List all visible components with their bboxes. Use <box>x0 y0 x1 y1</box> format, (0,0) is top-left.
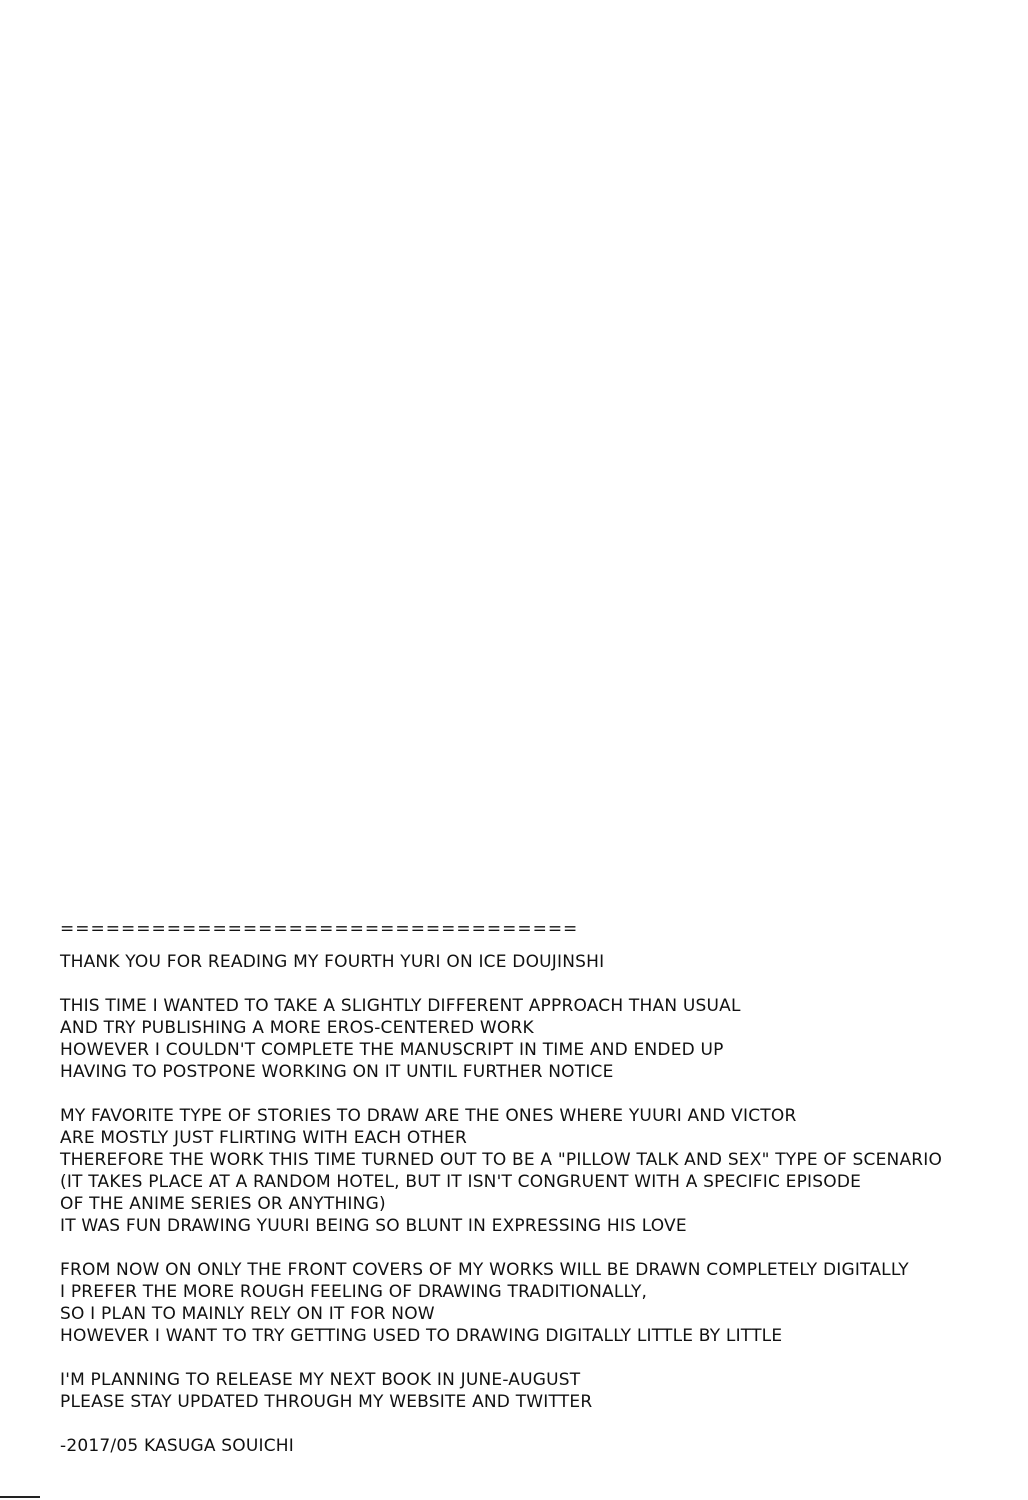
paragraph-thanks <box>60 951 1010 973</box>
text-line: HAVING TO POSTPONE WORKING ON IT UNTIL FURTHER NOTICE <box>60 1062 614 1082</box>
text-line: SO I PLAN TO MAINLY RELY ON IT FOR NOW <box>60 1304 435 1324</box>
text-line: I PREFER THE MORE ROUGH FEELING OF DRAWING TRADITIONALLY, <box>60 1282 648 1302</box>
text-line: ARE MOSTLY JUST FLIRTING WITH EACH OTHER <box>60 1128 468 1148</box>
text-line: IT WAS FUN DRAWING YUURI BEING SO BLUNT IN EXPRESSING HIS LOVE <box>60 1216 687 1236</box>
text-line: (IT TAKES PLACE AT A RANDOM HOTEL, BUT IT ISN'T CONGRUENT WITH A SPECIFIC EPISODE <box>60 1172 862 1192</box>
text-line: HOWEVER I COULDN'T COMPLETE THE MANUSCRIPT IN TIME AND ENDED UP <box>60 1040 724 1060</box>
corner-rule <box>0 1496 40 1498</box>
text-line: THANK YOU FOR READING MY FOURTH YURI ON ICE DOUJINSHI <box>60 952 605 972</box>
paragraph-favorite-stories <box>60 1105 1010 1237</box>
signature: -2017/05 KASUGA SOUICHI <box>60 1436 294 1456</box>
text-line: HOWEVER I WANT TO TRY GETTING USED TO DRAWING DIGITALLY LITTLE BY LITTLE <box>60 1326 783 1346</box>
text-line: OF THE ANIME SERIES OR ANYTHING) <box>60 1194 386 1214</box>
paragraph-digital-drawing <box>60 1259 1010 1347</box>
text-line: PLEASE STAY UPDATED THROUGH MY WEBSITE AND TWITTER <box>60 1392 593 1412</box>
text-line: THIS TIME I WANTED TO TAKE A SLIGHTLY DIFFERENT APPROACH THAN USUAL <box>60 996 741 1016</box>
text-line: FROM NOW ON ONLY THE FRONT COVERS OF MY WORKS WILL BE DRAWN COMPLETELY DIGITALLY <box>60 1260 909 1280</box>
text-line: MY FAVORITE TYPE OF STORIES TO DRAW ARE THE ONES WHERE YUURI AND VICTOR <box>60 1106 797 1126</box>
paragraph-approach <box>60 995 1010 1083</box>
afterword-text-block <box>60 918 1010 1457</box>
divider-line: ================================== <box>60 919 579 939</box>
paragraph-next-book <box>60 1369 1010 1413</box>
text-line: THEREFORE THE WORK THIS TIME TURNED OUT TO BE A "PILLOW TALK AND SEX" TYPE OF SCENARIO <box>60 1150 943 1170</box>
text-line: I'M PLANNING TO RELEASE MY NEXT BOOK IN JUNE-AUGUST <box>60 1370 581 1390</box>
text-line: AND TRY PUBLISHING A MORE EROS-CENTERED WORK <box>60 1018 534 1038</box>
